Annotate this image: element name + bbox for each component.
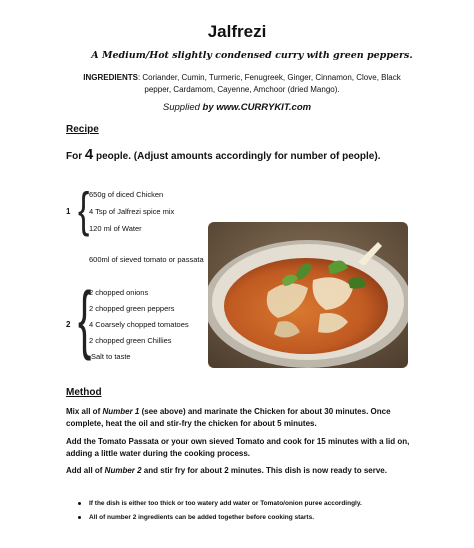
servings-prefix: For	[66, 151, 85, 162]
recipe-heading: Recipe	[66, 124, 99, 135]
method-step-1	[66, 406, 411, 430]
bullet-icon	[78, 516, 81, 519]
group1-item: 120 ml of Water	[89, 224, 142, 233]
group1-brace: {	[78, 183, 90, 239]
supplied-by	[0, 102, 474, 113]
group2-item: 2 chopped green Chillies	[89, 336, 172, 345]
ingredients-text: : Coriander, Cumin, Turmeric, Fenugreek, Ginger, Cinnamon, Clove, Black pepper, Cardamom, Cayenne, Amchoor (dried Mango).	[137, 73, 401, 94]
servings-suffix: people. (Adjust amounts accordingly for number of people).	[93, 151, 381, 162]
passata-item: 600ml of sieved tomato or passata	[89, 255, 204, 264]
step1-ref: Number 1	[102, 407, 140, 416]
curry-dish-photo	[208, 222, 408, 368]
method-heading: Method	[66, 387, 102, 398]
group2-item: Salt to taste	[91, 352, 131, 361]
note-item	[78, 514, 408, 521]
group2-item: 2 chopped onions	[89, 288, 149, 297]
note-text: If the dish is either too thick or too watery add water or Tomato/onion puree accordingly.	[89, 500, 362, 507]
group2-item: 4 Coarsely chopped tomatoes	[89, 320, 189, 329]
note-text: All of number 2 ingredients can be added together before cooking starts.	[89, 514, 315, 521]
method-step-3	[66, 465, 411, 477]
supplied-prefix: Supplied	[162, 102, 200, 113]
servings-line	[66, 146, 380, 163]
supplied-site: by www.CURRYKIT.com	[199, 102, 312, 113]
group1-number: 1	[66, 207, 71, 216]
step3-ref: Number 2	[104, 466, 142, 475]
note-item	[78, 500, 408, 507]
bullet-icon	[78, 502, 81, 505]
group1-item: 650g of diced Chicken	[89, 190, 164, 199]
method-step-2: Add the Tomato Passata or your own sieved Tomato and cook for 15 minutes with a lid on, adding a little water during the cooking process.	[66, 437, 410, 458]
ingredients-line	[82, 72, 402, 96]
group2-item: 2 chopped green peppers	[89, 304, 175, 313]
servings-count: 4	[84, 146, 94, 163]
group2-number: 2	[66, 320, 71, 329]
step1-text-a: Mix all of	[66, 407, 103, 416]
ingredients-label: INGREDIENTS	[83, 73, 138, 82]
subtitle: A Medium/Hot slightly condensed curry with green peppers.	[91, 50, 413, 61]
group2-brace: {	[78, 278, 92, 362]
step1-text-c: (see above) and marinate the Chicken for about 30 minutes. Once complete, heat the oil and stir-fry the chicken for about 5 minutes.	[66, 407, 391, 428]
step3-text-c: and stir fry for about 2 minutes. This dish is now ready to serve.	[141, 466, 387, 475]
group1-item: 4 Tsp of Jalfrezi spice mix	[89, 207, 175, 216]
step3-text-a: Add all of	[66, 466, 105, 475]
page-title: Jalfrezi	[207, 22, 267, 41]
